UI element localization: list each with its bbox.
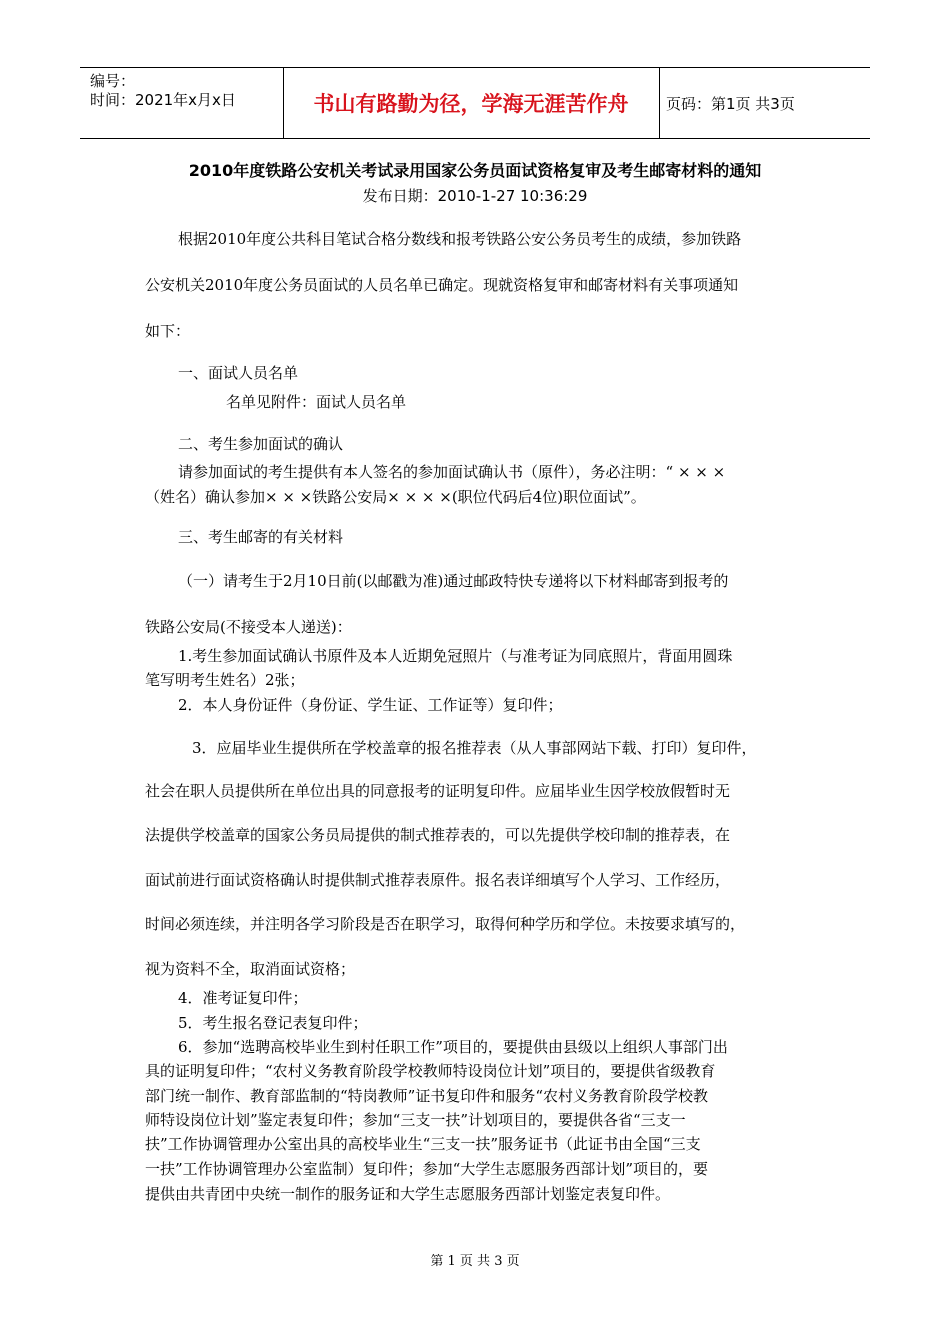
list-item-line: 法提供学校盖章的国家公务员局提供的制式推荐表的，可以先提供学校印制的推荐表，在	[145, 826, 731, 844]
paragraph-line: （一）请考生于2月10日前(以邮戳为准)通过邮政特快专递将以下材料邮寄到报考的	[178, 572, 729, 590]
list-item-line: 部门统一制作、教育部监制的“特岗教师”证书复印件和服务“农村义务教育阶段学校教	[145, 1087, 709, 1105]
list-item-line: 时间必须连续，并注明各学习阶段是否在职学习，取得何种学历和学位。未按要求填写的，	[145, 915, 746, 933]
header-divider	[659, 68, 660, 138]
document-header	[80, 67, 870, 139]
list-item-line: 3．应届毕业生提供所在学校盖章的报名推荐表（从人事部网站下载、打印）复印件，	[192, 739, 757, 757]
list-item-line: 面试前进行面试资格确认时提供制式推荐表原件。报名表详细填写个人学习、工作经历，	[145, 871, 731, 889]
list-item-line: 具的证明复印件；“农村义务教育阶段学校教师特设岗位计划”项目的，要提供省级教育	[145, 1062, 716, 1080]
list-item-line: 提供由共青团中央统一制作的服务证和大学生志愿服务西部计划鉴定表复印件。	[145, 1185, 671, 1203]
header-page-info: 页码：第1页 共3页	[666, 95, 795, 113]
header-motto: 书山有路勤为径，学海无涯苦作舟	[313, 92, 629, 116]
list-item-line: 2．本人身份证件（身份证、学生证、工作证等）复印件；	[178, 696, 563, 714]
publish-date: 发布日期：2010-1-27 10:36:29	[362, 187, 588, 205]
list-item-line: 社会在职人员提供所在单位出具的同意报考的证明复印件。应届毕业生因学校放假暂时无	[145, 782, 731, 800]
list-item-line: 5．考生报名登记表复印件；	[178, 1014, 368, 1032]
paragraph-line: 根据2010年度公共科目笔试合格分数线和报考铁路公安公务员考生的成绩，参加铁路	[178, 230, 742, 248]
paragraph-line: 公安机关2010年度公务员面试的人员名单已确定。现就资格复审和邮寄材料有关事项通知	[145, 276, 739, 294]
number-label: 编号：	[90, 72, 136, 90]
list-item-line: 视为资料不全，取消面试资格；	[145, 960, 356, 978]
header-meta	[90, 72, 236, 110]
list-item-line: 4．准考证复印件；	[178, 989, 308, 1007]
section-heading: 二、考生参加面试的确认	[178, 435, 344, 453]
paragraph-line: 如下：	[145, 322, 191, 340]
list-item-line: 6．参加“选聘高校毕业生到村任职工作”项目的，要提供由县级以上组织人事部门出	[178, 1038, 728, 1056]
list-item-line: 一扶”工作协调管理办公室监制）复印件；参加“大学生志愿服务西部计划”项目的，要	[145, 1160, 709, 1178]
list-item-line: 师特设岗位计划”鉴定表复印件；参加“三支一扶”计划项目的，要提供各省“三支一	[145, 1111, 686, 1129]
time-label: 时间：2021年x月x日	[90, 91, 236, 109]
paragraph-line: （姓名）确认参加× × ×铁路公安局× × × ×(职位代码后4位)职位面试”。	[145, 488, 646, 506]
paragraph-line: 请参加面试的考生提供有本人签名的参加面试确认书（原件），务必注明：“ × × ×	[178, 463, 726, 481]
list-item-line: 扶”工作协调管理办公室出具的高校毕业生“三支一扶”服务证书（此证书由全国“三支	[145, 1135, 701, 1153]
document-title: 2010年度铁路公安机关考试录用国家公务员面试资格复审及考生邮寄材料的通知	[188, 161, 762, 180]
list-item-line: 1.考生参加面试确认书原件及本人近期免冠照片（与准考证为同底照片，背面用圆珠	[178, 647, 733, 665]
list-item-line: 笔写明考生姓名）2张；	[145, 671, 305, 689]
section-heading: 一、面试人员名单	[178, 364, 299, 382]
section-heading: 三、考生邮寄的有关材料	[178, 528, 344, 546]
page-footer: 第 1 页 共 3 页	[430, 1254, 520, 1269]
paragraph-line: 名单见附件：面试人员名单	[226, 393, 407, 411]
paragraph-line: 铁路公安局(不接受本人递送)：	[145, 618, 352, 636]
